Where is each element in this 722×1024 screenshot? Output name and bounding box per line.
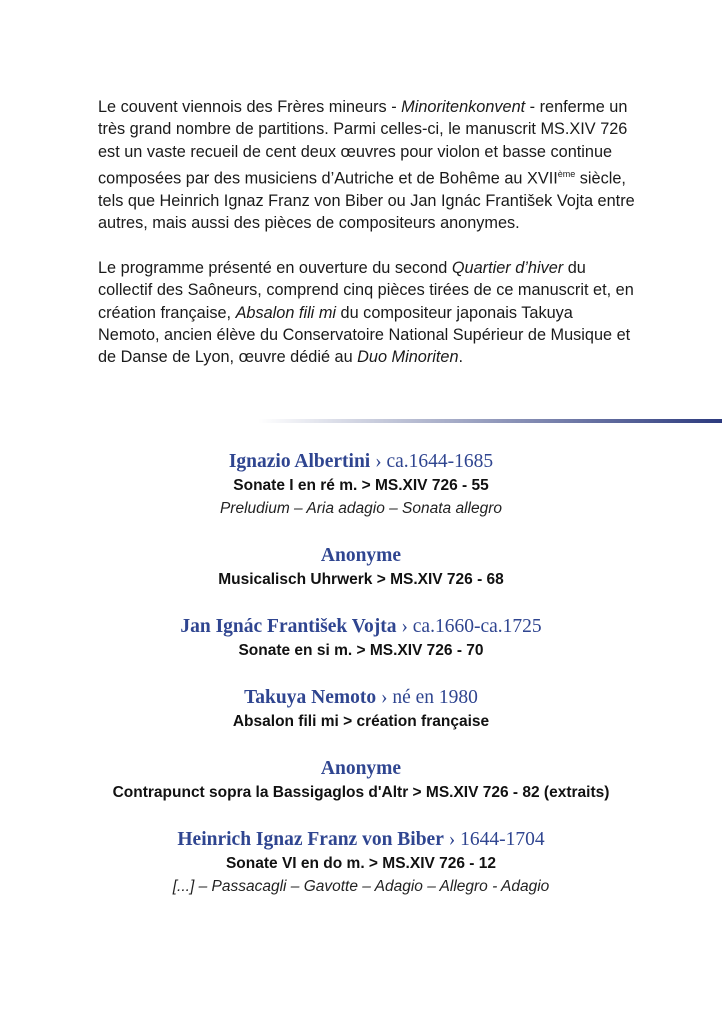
work-title: Sonate I en ré m. > MS.XIV 726 - 55 [233, 477, 489, 494]
composer-heading [0, 544, 722, 568]
work-movements: [...] – Passacagli – Gavotte – Adagio – Allegro - Adagio [172, 878, 550, 895]
intro-p1-superscript: ème [557, 169, 576, 180]
composer-name: Heinrich Ignaz Franz von Biber [177, 829, 444, 850]
work-title: Absalon fili mi > création française [232, 713, 490, 730]
composer-name: Anonyme [320, 758, 402, 779]
intro-p1-text-d: siècle, tels que Heinrich Ignaz Franz von Biber ou Jan Ignác František Vojta entre autres, mais aussi des pièces de compositeurs anonymes. [98, 169, 635, 233]
composer-dates: › ca.1644-1685 [370, 451, 494, 472]
composer-dates: › né en 1980 [376, 687, 478, 708]
intro-p2-text-e: du compositeur japonais Takuya Nemoto, ancien élève du Conservatoire National Supérieur de Musique et de Danse de Lyon, œuvre dédié au [98, 303, 631, 367]
work-title: Musicalisch Uhrwerk > MS.XIV 726 - 68 [218, 571, 504, 588]
work-title: Contrapunct sopra la Bassigaglos d'Altr > MS.XIV 726 - 82 (extraits) [112, 784, 610, 801]
program-item [0, 686, 722, 733]
composer-heading [0, 615, 722, 639]
intro-p1-text-a: Le couvent viennois des Frères mineurs - [98, 98, 402, 116]
composer-heading [0, 757, 722, 781]
composer-heading [0, 686, 722, 710]
intro-p1-text-c: - renferme un très grand nombre de partitions. Parmi celles-ci, le manuscrit MS.XIV 726 est un vaste recueil de cent deux œuvres pour violon et basse continue composées par des musiciens d’Autriche et de Bohême au XVII [98, 98, 628, 188]
section-divider [258, 419, 722, 423]
composer-name: Anonyme [320, 545, 402, 566]
program-item [0, 828, 722, 898]
composer-name: Ignazio Albertini [228, 451, 371, 472]
intro-p2-italic-absalon: Absalon fili mi [235, 303, 337, 322]
program-list [0, 450, 722, 922]
composer-name: Takuya Nemoto [244, 687, 377, 708]
intro-paragraph-2 [98, 257, 638, 369]
work-movements: Preludium – Aria adagio – Sonata allegro [219, 500, 503, 517]
program-item [0, 615, 722, 662]
intro-p2-italic-duo: Duo Minoriten [357, 348, 459, 367]
program-item [0, 544, 722, 591]
intro-p2-text-a: Le programme présenté en ouverture du second [98, 258, 452, 277]
program-item [0, 450, 722, 520]
intro-p2-italic-quartier: Quartier d’hiver [451, 258, 564, 277]
composer-heading [0, 450, 722, 474]
intro-p2-text-c: du collectif des Saôneurs, comprend cinq pièces tirées de ce manuscrit et, en création française, [98, 258, 634, 322]
composer-name: Jan Ignác František Vojta [180, 616, 397, 637]
composer-dates: › 1644-1704 [443, 829, 545, 850]
intro-p1-italic-minoritenkonvent: Minoritenkonvent [401, 98, 526, 116]
work-title: Sonate VI en do m. > MS.XIV 726 - 12 [225, 855, 497, 872]
program-item [0, 757, 722, 804]
intro-paragraph-1 [98, 96, 638, 235]
composer-heading [0, 828, 722, 852]
intro-p2-text-g: . [458, 348, 464, 367]
intro-text [98, 96, 638, 391]
composer-dates: › ca.1660-ca.1725 [396, 616, 542, 637]
work-title: Sonate en si m. > MS.XIV 726 - 70 [238, 642, 484, 659]
